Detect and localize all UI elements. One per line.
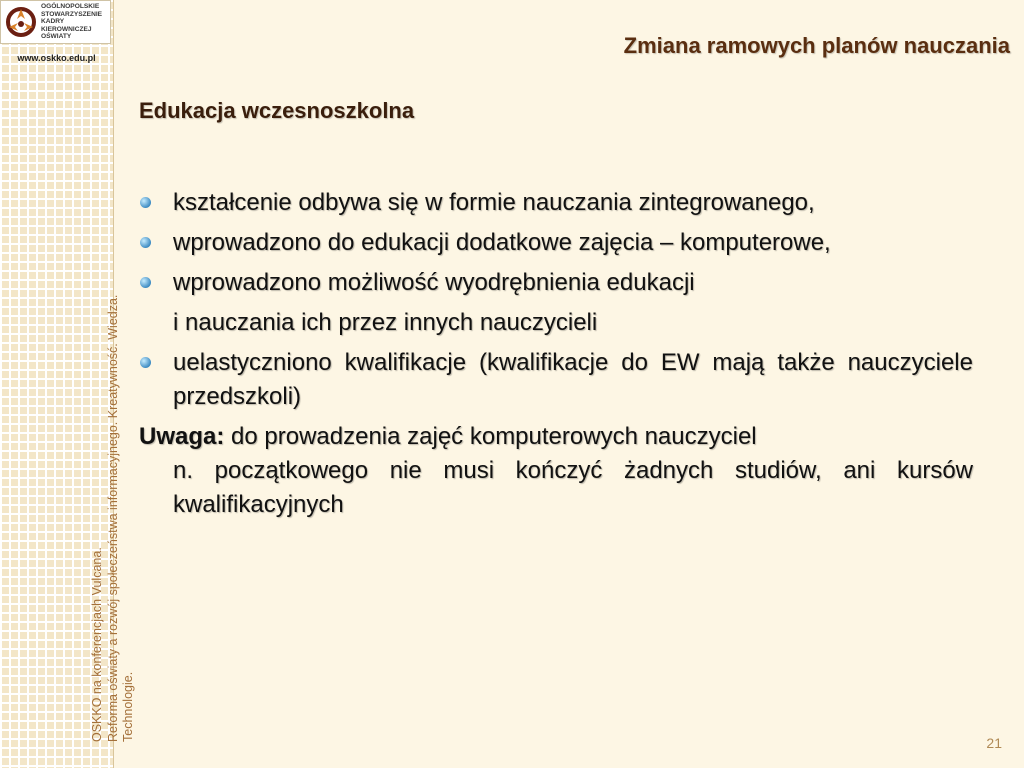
note-rest: n. początkowego nie musi kończyć żadnych studiów, ani kursów kwalifikacyjnych [173,457,973,518]
bullet-item [139,226,973,260]
logo-line: OŚWIATY [41,33,72,40]
logo-line: KIEROWNICZEJ [41,25,92,33]
logo-line: KADRY [41,18,65,25]
logo-line: STOWARZYSZENIE [41,10,103,18]
page-number: 21 [986,735,1002,751]
bullet-dot-icon [140,237,151,248]
note-paragraph [139,420,973,522]
note-label: Uwaga: [139,423,225,450]
bullet-text: wprowadzono do edukacji dodatkowe zajęcia – komputerowe, [173,229,831,256]
logo-text [41,3,111,41]
sidebar-vertical-caption [90,197,137,742]
note-first-line: do prowadzenia zajęć komputerowych nauczyciel [224,423,757,450]
slide-content [139,186,973,522]
caption-line: OSKKO na konferencjach Vulcana. [90,547,104,742]
continuation-text: i nauczania ich przez innych nauczycieli [173,309,598,336]
sidebar-panel [0,0,135,768]
oskko-logo-icon [3,3,39,41]
caption-line: Reforma oświaty a rozwój społeczeństwa informacyjnego. Kreatywność. Wiedza. [105,294,120,742]
bullet-item [139,186,973,220]
bullet-dot-icon [140,357,151,368]
continuation-line [139,306,973,340]
bullet-text: kształcenie odbywa się w formie nauczania zintegrowanego, [173,189,815,216]
bullet-item [139,346,973,414]
bullet-text: uelastyczniono kwalifikacje (kwalifikacje do EW mają także nauczyciele przedszkoli) [173,349,973,410]
bullet-dot-icon [140,197,151,208]
bullet-text: wprowadzono możliwość wyodrębnienia edukacji [173,269,695,296]
slide-title: Zmiana ramowych planów nauczania [623,33,1010,58]
bullet-item [139,266,973,300]
site-url-link[interactable]: www.oskko.edu.pl [17,53,96,63]
oskko-logo[interactable] [0,0,111,44]
logo-line: OGÓLNOPOLSKIE [41,3,100,10]
bullet-dot-icon [140,277,151,288]
slide-subtitle: Edukacja wczesnoszkolna [139,98,415,123]
caption-line: Technologie. [121,671,135,742]
